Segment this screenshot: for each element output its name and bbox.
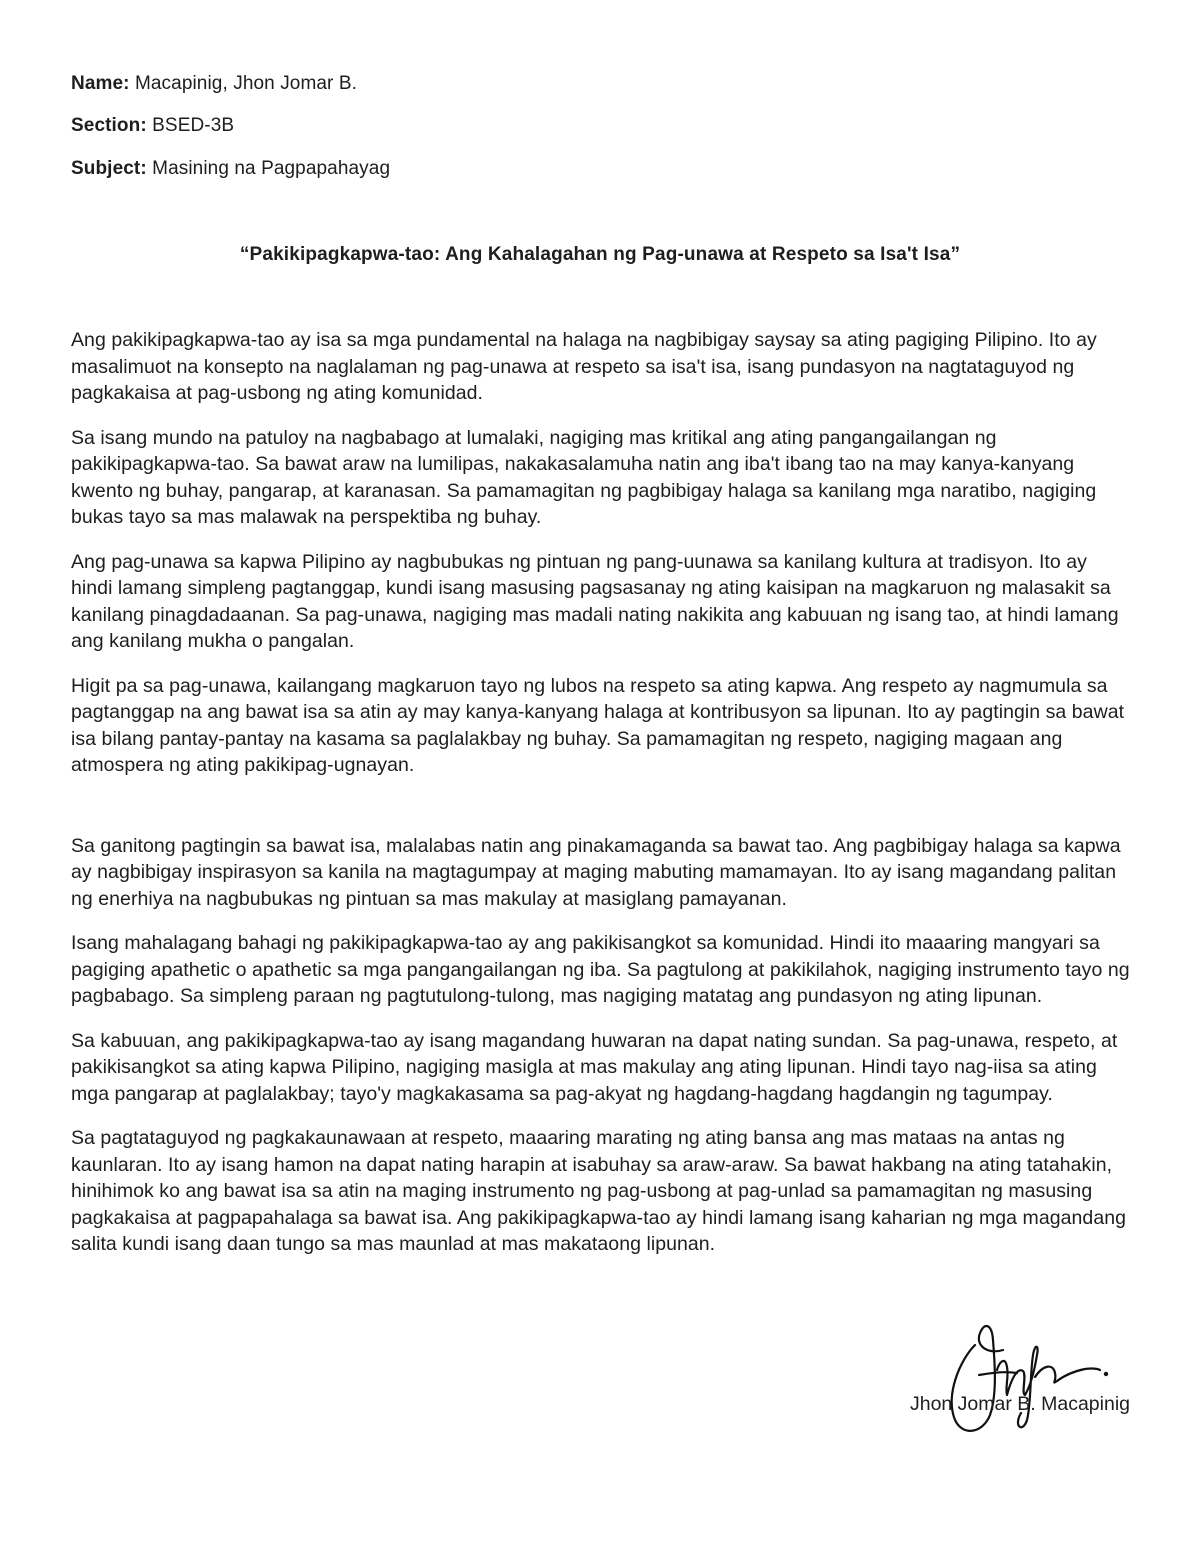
signature-dot	[1104, 1372, 1108, 1376]
name-value: Macapinig, Jhon Jomar B.	[129, 73, 358, 94]
paragraph: Isang mahalagang bahagi ng pakikipagkapwa-tao ay ang pakikisangkot sa komunidad. Hindi ito maaaring mangyari sa pagiging apathetic o apathetic sa mga pangangailangan ng iba. Sa pagtulong at pakikilahok, nagiging instrumento tayo ng pagbabago. Sa simpleng paraan ng pagtutulong-tulong, mas nagiging matatag ang pundasyon ng ating lipunan.	[71, 932, 1130, 1007]
signature-name: Jhon Jomar B. Macapinig	[909, 1393, 1130, 1415]
paragraph: Ang pakikipagkapwa-tao ay isa sa mga pundamental na halaga na nagbibigay saysay sa ating pagiging Pilipino. Ito ay masalimuot na konsepto na naglalaman ng pag-unawa at respeto sa isa't isa, isang pundasyon na nagtataguyod ng pagkakaisa at pag-usbong ng ating komunidad.	[71, 329, 1097, 404]
name-label: Name:	[71, 73, 130, 94]
name-line	[71, 73, 357, 95]
paragraph: Ang pag-unawa sa kapwa Pilipino ay nagbubukas ng pintuan ng pang-uunawa sa kanilang kultura at tradisyon. Ito ay hindi lamang simpleng pagtanggap, kundi isang masusing pagsasanay ng ating kaisipan na magkaruon ng malasakit sa kanilang pinagdadaanan. Sa pag-unawa, nagiging mas madali nating nakikita ang kabuuan ng isang tao, at hindi lamang ang kanilang mukha o pangalan.	[71, 550, 1119, 652]
paragraph: Sa isang mundo na patuloy na nagbabago at lumalaki, nagiging mas kritikal ang ating pangangailangan ng pakikipagkapwa-tao. Sa bawat araw na lumilipas, nakakasalamuha natin ang iba't ibang tao na may kanya-kanyang kwento ng buhay, pangarap, at karanasan. Sa pamamagitan ng pagbibigay halaga sa kanilang mga naratibo, nagiging bukas tayo sa mas malawak na perspektiba ng buhay.	[71, 426, 1097, 528]
subject-label: Subject:	[71, 158, 147, 179]
section-value: BSED-3B	[146, 115, 235, 136]
essay-title: “Pakikipagkapwa-tao: Ang Kahalagahan ng Pag-unawa at Respeto sa Isa't Isa”	[239, 244, 961, 265]
paragraph: Higit pa sa pag-unawa, kailangang magkaruon tayo ng lubos na respeto sa ating kapwa. Ang respeto ay nagmumula sa pagtanggap na ang bawat isa sa atin ay may kanya-kanyang halaga at kontribusyon sa lipunan. Ito ay pagtingin sa bawat isa bilang pantay-pantay na kasama sa paglalakbay ng buhay. Sa pamamagitan ng respeto, nagiging magaan ang atmospera ng ating pakikipag-ugnayan.	[71, 674, 1125, 776]
subject-value: Masining na Pagpapahayag	[146, 158, 391, 179]
section-line	[71, 115, 234, 137]
paragraph: Sa pagtataguyod ng pagkakaunawaan at respeto, maaaring marating ng ating bansa ang mas mataas na antas ng kaunlaran. Ito ay isang hamon na dapat nating harapin at isabuhay sa araw-araw. Sa bawat hakbang na ating tatahakin, hinihimok ko ang bawat isa sa atin na maging instrumento ng pag-usbong at pag-unlad sa pamamagitan ng masusing pagkakaisa at pagpapahalaga sa bawat isa. Ang pakikipagkapwa-tao ay hindi lamang isang kaharian ng mga magandang salita kundi isang daan tungo sa mas maunlad at mas makataong lipunan.	[71, 1127, 1126, 1255]
essay-body	[71, 327, 1133, 1276]
section-label: Section:	[71, 115, 147, 136]
subject-line	[71, 158, 390, 180]
handwritten-signature	[935, 1315, 1110, 1440]
paragraph: Sa ganitong pagtingin sa bawat isa, malalabas natin ang pinakamaganda sa bawat tao. Ang pagbibigay halaga sa kapwa ay nagbibigay inspirasyon sa kanila na magtagumpay at maging mabuting mamamayan. Ito ay isang magandang palitan ng enerhiya na nagbubukas ng pintuan sa mas makulay at masiglang pamayanan.	[71, 834, 1121, 910]
paragraph: Sa kabuuan, ang pakikipagkapwa-tao ay isang magandang huwaran na dapat nating sundan. Sa pag-unawa, respeto, at pakikisangkot sa ating kapwa Pilipino, nagiging masigla at mas makulay ang ating lipunan. Hindi tayo nag-iisa sa ating mga pangarap at paglalakbay; tayo'y magkakasama sa pag-akyat ng hagdang-hagdang hagdangin ng tagumpay.	[71, 1029, 1118, 1105]
